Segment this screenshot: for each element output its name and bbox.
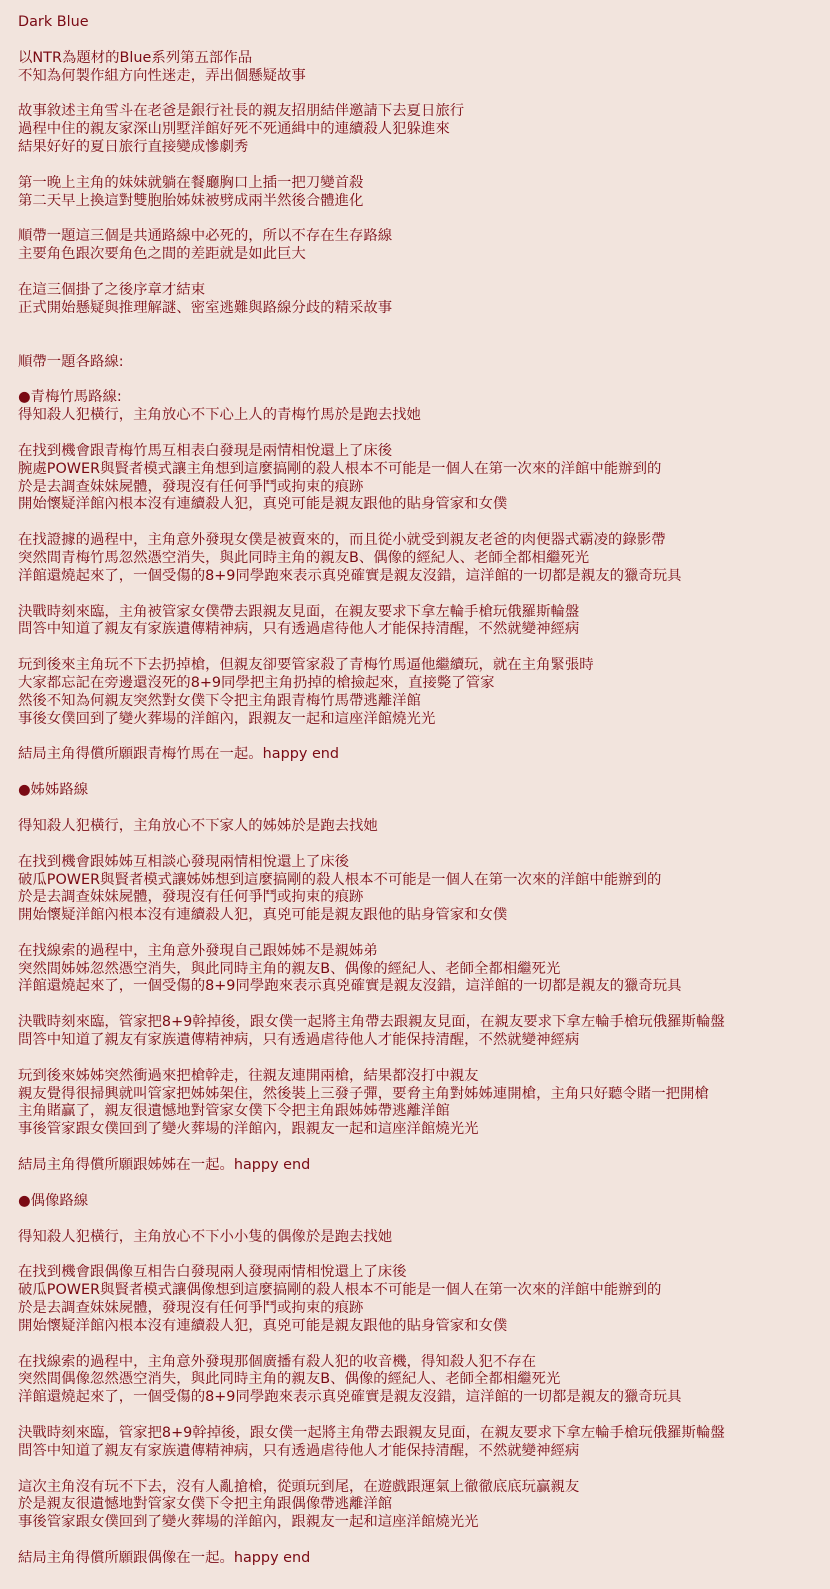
paragraph — [18, 14, 830, 32]
paragraph — [18, 1229, 830, 1247]
paragraph — [18, 282, 830, 318]
text-line: 得知殺人犯橫行，主角放心不下小小隻的偶像於是跑去找她 — [18, 1228, 393, 1245]
text-line: 洋館還燒起來了，一個受傷的8+9同學跑來表示真兇確實是親友沒錯，這洋館的一切都是親友的獵奇玩具 — [18, 1389, 682, 1406]
text-line: 這次主角沒有玩不下去，沒有人亂搶槍，從頭玩到尾，在遊戲跟運氣上徹徹底底玩贏親友 — [18, 1478, 580, 1495]
text-line: 開始懷疑洋館內根本沒有連續殺人犯，真兇可能是親友跟他的貼身管家和女僕 — [18, 1317, 508, 1334]
paragraph — [18, 1193, 830, 1211]
text-line: 故事敘述主角雪斗在老爸是銀行社長的親友招朋結伴邀請下去夏日旅行 — [18, 103, 465, 120]
text-line: 破瓜POWER與賢者模式讓姊姊想到這麼搞剛的殺人根本不可能是一個人在第一次來的洋館中能辦到的 — [18, 871, 662, 888]
paragraph — [18, 657, 830, 728]
paragraph — [18, 175, 830, 211]
paragraph — [18, 1354, 830, 1407]
text-line: 在這三個掛了之後序章才結束 — [18, 281, 206, 298]
text-line: 第二天早上換這對雙胞胎姊妹被劈成兩半然後合體進化 — [18, 192, 364, 209]
text-line: 結局主角得償所願跟姊姊在一起。happy end — [18, 1157, 311, 1174]
text-line: 事後管家跟女僕回到了變火葬場的洋館內，跟親友一起和這座洋館燒光光 — [18, 1121, 479, 1138]
text-line: 主角賭贏了，親友很遺憾地對管家女僕下令把主角跟姊姊帶逃離洋館 — [18, 1103, 450, 1120]
paragraph — [18, 389, 830, 425]
text-line: 得知殺人犯橫行，主角放心不下心上人的青梅竹馬於是跑去找她 — [18, 407, 421, 424]
text-line: 洋館還燒起來了，一個受傷的8+9同學跑來表示真兇確實是親友沒錯，這洋館的一切都是親友的獵奇玩具 — [18, 978, 682, 995]
text-line: ●偶像路線 — [18, 1192, 89, 1209]
text-line: 順帶一題各路線: — [18, 353, 124, 370]
paragraph — [18, 1014, 830, 1050]
text-line: 結局主角得償所願跟青梅竹馬在一起。happy end — [18, 746, 340, 763]
text-line: 在找線索的過程中，主角意外發現自己跟姊姊不是親姊弟 — [18, 942, 378, 959]
text-line: 決戰時刻來臨，主角被管家女僕帶去跟親友見面，在親友要求下拿左輪手槍玩俄羅斯輪盤 — [18, 603, 580, 620]
text-line: 破瓜POWER與賢者模式讓偶像想到這麼搞剛的殺人根本不可能是一個人在第一次來的洋館中能辦到的 — [18, 1282, 662, 1299]
text-line: 玩到後來主角玩不下去扔掉槍，但親友卻要管家殺了青梅竹馬逼他繼續玩，就在主角緊張時 — [18, 657, 594, 674]
paragraph — [18, 746, 830, 764]
text-line: 洋館還燒起來了，一個受傷的8+9同學跑來表示真兇確實是親友沒錯，這洋館的一切都是親友的獵奇玩具 — [18, 567, 682, 584]
text-line: 在找到機會跟青梅竹馬互相表白發現是兩情相悅還上了床後 — [18, 442, 393, 459]
text-line: 在找證據的過程中，主角意外發現女僕是被賣來的，而且從小就受到親友老爸的肉便器式霸凌的錄影帶 — [18, 532, 666, 549]
text-line: 開始懷疑洋館內根本沒有連續殺人犯，真兇可能是親友跟他的貼身管家和女僕 — [18, 496, 508, 513]
paragraph — [18, 103, 830, 156]
paragraph — [18, 782, 830, 800]
text-line: 腕處POWER與賢者模式讓主角想到這麼搞剛的殺人根本不可能是一個人在第一次來的洋館中能辦到的 — [18, 460, 662, 477]
text-line: 突然間偶像忽然憑空消失，與此同時主角的親友B、偶像的經紀人、老師全都相繼死光 — [18, 1371, 561, 1388]
paragraph — [18, 1157, 830, 1175]
text-line: 過程中住的親友家深山別墅洋館好死不死通緝中的連續殺人犯躲進來 — [18, 121, 450, 138]
text-line: 在找到機會跟偶像互相告白發現兩人發現兩情相悅還上了床後 — [18, 1264, 407, 1281]
text-line: 大家都忘記在旁邊還沒死的8+9同學把主角扔掉的槍撿起來，直接斃了管家 — [18, 674, 495, 691]
paragraph — [18, 443, 830, 514]
text-line: 突然間青梅竹馬忽然憑空消失，與此同時主角的親友B、偶像的經紀人、老師全都相繼死光 — [18, 549, 590, 566]
paragraph — [18, 1068, 830, 1139]
text-line: 於是親友很遺憾地對管家女僕下令把主角跟偶像帶逃離洋館 — [18, 1496, 393, 1513]
text-line: 主要角色跟次要角色之間的差距就是如此巨大 — [18, 246, 306, 263]
paragraph — [18, 1479, 830, 1532]
paragraph — [18, 943, 830, 996]
paragraph — [18, 854, 830, 925]
text-line: 在找線索的過程中，主角意外發現那個廣播有殺人犯的收音機，得知殺人犯不存在 — [18, 1353, 537, 1370]
text-line: ●姊姊路線 — [18, 782, 89, 799]
paragraph — [18, 604, 830, 640]
text-line: 決戰時刻來臨，管家把8+9幹掉後，跟女僕一起將主角帶去跟親友見面，在親友要求下拿左輪手槍玩俄羅斯輪盤 — [18, 1014, 725, 1031]
text-line: Dark Blue — [18, 14, 89, 30]
text-line: 事後女僕回到了變火葬場的洋館內，跟親友一起和這座洋館燒光光 — [18, 710, 436, 727]
paragraph — [18, 1425, 830, 1461]
text-line: ●青梅竹馬路線: — [18, 389, 122, 406]
text-line: 然後不知為何親友突然對女僕下令把主角跟青梅竹馬帶逃離洋館 — [18, 692, 421, 709]
paragraph — [18, 532, 830, 585]
text-line: 正式開始懸疑與推理解謎、密室逃難與路線分歧的精采故事 — [18, 299, 393, 316]
text-line: 親友覺得很掃興就叫管家把姊姊架住，然後裝上三發子彈，要脅主角對姊姊連開槍，主角只好聽令賭一把開槍 — [18, 1085, 709, 1102]
text-line: 在找到機會跟姊姊互相談心發現兩情相悅還上了床後 — [18, 853, 349, 870]
paragraph — [18, 1264, 830, 1335]
text-line: 決戰時刻來臨，管家把8+9幹掉後，跟女僕一起將主角帶去跟親友見面，在親友要求下拿左輪手槍玩俄羅斯輪盤 — [18, 1425, 725, 1442]
text-line: 結局主角得償所願跟偶像在一起。happy end — [18, 1550, 311, 1567]
text-line: 順帶一題這三個是共通路線中必死的，所以不存在生存路線 — [18, 228, 393, 245]
paragraph — [18, 1550, 830, 1568]
text-line: 突然間姊姊忽然憑空消失，與此同時主角的親友B、偶像的經紀人、老師全都相繼死光 — [18, 960, 561, 977]
paragraph — [18, 50, 830, 86]
text-line: 於是去調查妹妹屍體，發現沒有任何爭鬥或拘束的痕跡 — [18, 478, 364, 495]
paragraph — [18, 228, 830, 264]
text-line: 問答中知道了親友有家族遺傳精神病，只有透過虐待他人才能保持清醒，不然就變神經病 — [18, 621, 580, 638]
text-line: 開始懷疑洋館內根本沒有連續殺人犯，真兇可能是親友跟他的貼身管家和女僕 — [18, 907, 508, 924]
text-line: 結果好好的夏日旅行直接變成慘劇秀 — [18, 138, 249, 155]
text-line: 不知為何製作組方向性迷走，弄出個懸疑故事 — [18, 67, 306, 84]
text-line: 以NTR為題材的Blue系列第五部作品 — [18, 49, 253, 66]
text-line: 得知殺人犯橫行，主角放心不下家人的姊姊於是跑去找她 — [18, 817, 378, 834]
text-line: 於是去調查妹妹屍體，發現沒有任何爭鬥或拘束的痕跡 — [18, 889, 364, 906]
text-line: 事後管家跟女僕回到了變火葬場的洋館內，跟親友一起和這座洋館燒光光 — [18, 1514, 479, 1531]
text-line: 第一晚上主角的妹妹就躺在餐廳胸口上插一把刀變首殺 — [18, 174, 364, 191]
paragraph — [18, 818, 830, 836]
text-line: 問答中知道了親友有家族遺傳精神病，只有透過虐待他人才能保持清醒，不然就變神經病 — [18, 1442, 580, 1459]
paragraph — [18, 354, 830, 372]
text-line: 玩到後來姊姊突然衝過來把槍幹走，往親友連開兩槍，結果都沒打中親友 — [18, 1067, 479, 1084]
text-line: 於是去調查妹妹屍體，發現沒有任何爭鬥或拘束的痕跡 — [18, 1300, 364, 1317]
text-line: 問答中知道了親友有家族遺傳精神病，只有透過虐待他人才能保持清醒，不然就變神經病 — [18, 1032, 580, 1049]
